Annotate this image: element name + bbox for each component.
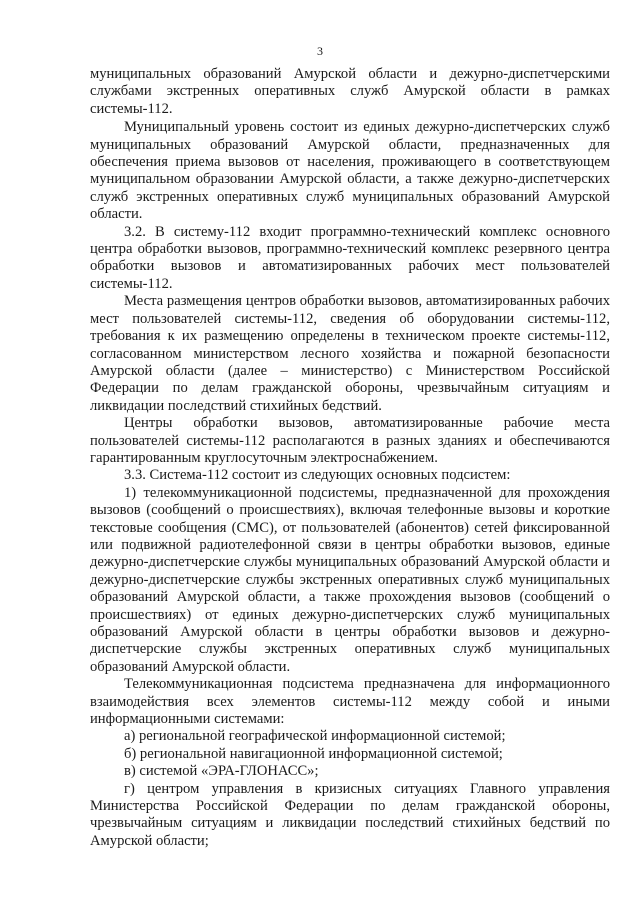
paragraph-7: 1) телекоммуникационной подсистемы, предназначенной для прохождения вызовов (сообщений о происшествиях), включая телефонные вызовы и короткие текстовые сообщения (СМС), от пользователей (абонентов) сетей фиксированной или подвижной радиотелефонной связи в центры обработки вызовов, единые дежурно-диспетчерские службы муниципальных образований Амурской области и дежурно-диспетчерские службы экстренных оперативных служб муниципальных образований Амурской области, а также прохождения вызовов (сообщений о происшествиях) от единых дежурно-диспетчерских служб муниципальных образований Амурской области в центры обработки вызовов и дежурно-диспетчерские службы экстренных оперативных служб муниципальных образований Амурской области. xyxy=(90,484,610,675)
paragraph-8: Телекоммуникационная подсистема предназначена для информационного взаимодействия всех элементов системы-112 между собой и иными информационными системами: xyxy=(90,676,610,728)
list-item-b: б) региональной навигационной информационной системой; xyxy=(124,745,503,762)
paragraph-3: 3.2. В систему-112 входит программно-технический комплекс основного центра обработки вызовов, программно-технический комплекс резервного центра обработки вызовов и автоматизированных рабочих мест пользователей системы-112. xyxy=(90,223,610,292)
paragraph-6: 3.3. Система-112 состоит из следующих основных подсистем: xyxy=(124,467,511,484)
paragraph-4: Места размещения центров обработки вызовов, автоматизированных рабочих мест пользователей системы-112, сведения об оборудовании системы-112, требования к их размещению определены в техническом проекте системы-112, согласованном министерством лесного хозяйства и пожарной безопасности Амурской области (далее – министерство) с Министерством Российской Федерации по делам гражданской обороны, чрезвычайным ситуациям и ликвидации последствий стихийных бедствий. xyxy=(90,293,610,414)
list-item-g: г) центром управления в кризисных ситуациях Главного управления Министерства Российской Федерации по делам гражданской обороны, чрезвычайным ситуациям и ликвидации последствий стихийных бедствий по Амурской области; xyxy=(90,780,610,849)
page-number: 3 xyxy=(317,44,323,58)
paragraph-2: Муниципальный уровень состоит из единых дежурно-диспетчерских служб муниципальных образований Амурской области, предназначенных для обеспечения приема вызовов от населения, проживающего в соответствующем муниципальном образовании Амурской области, а также дежурно-диспетчерских служб экстренных оперативных служб муниципальных образований Амурской области. xyxy=(90,119,610,223)
list-item-v: в) системой «ЭРА-ГЛОНАСС»; xyxy=(124,763,319,780)
list-item-a: а) региональной географической информационной системой; xyxy=(124,728,506,745)
paragraph-1: муниципальных образований Амурской области и дежурно-диспетчерскими службами экстренных оперативных служб Амурской области в рамках системы-112. xyxy=(90,66,610,117)
paragraph-5: Центры обработки вызовов, автоматизированные рабочие места пользователей системы-112 располагаются в разных зданиях и обеспечиваются гарантированным круглосуточным электроснабжением. xyxy=(90,415,610,466)
